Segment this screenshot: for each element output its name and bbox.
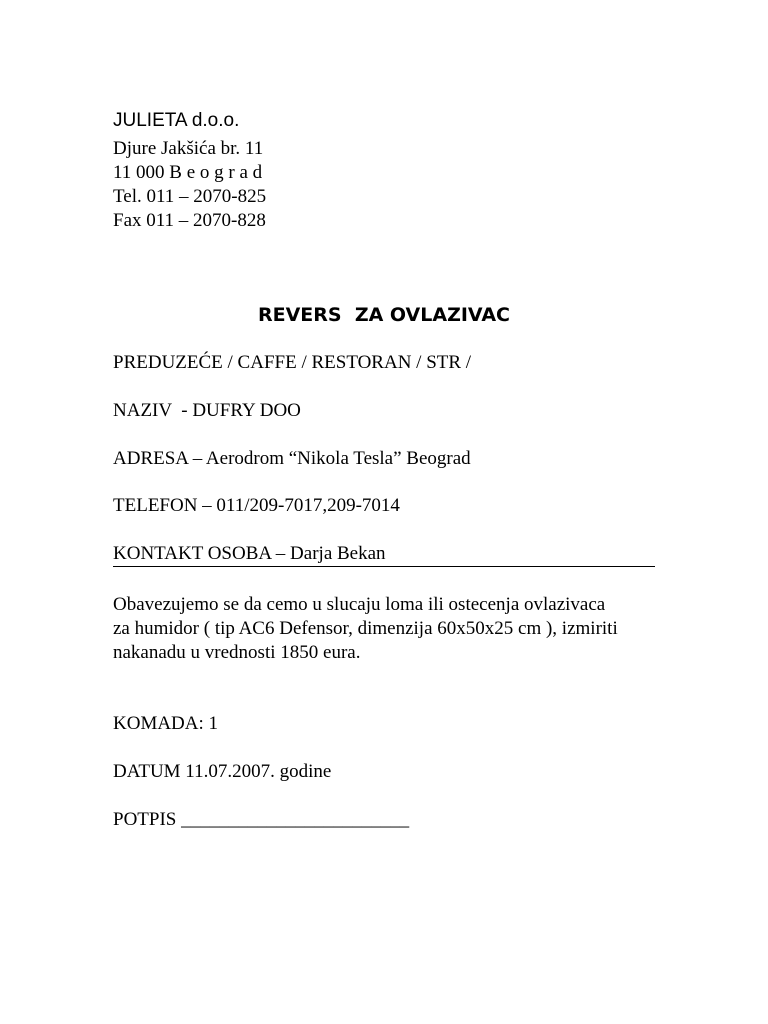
client-phone-line: TELEFON – 011/209-7017,209-7014	[113, 495, 400, 516]
company-name: JULIETA d.o.o.	[113, 110, 240, 131]
client-name-line: NAZIV - DUFRY DOO	[113, 400, 301, 421]
obligation-line: za humidor ( tip AC6 Defensor, dimenzija 60x50x25 cm ), izmiriti	[113, 618, 618, 639]
date-line: DATUM 11.07.2007. godine	[113, 761, 332, 782]
company-street: Djure Jakšića br. 11	[113, 138, 264, 159]
company-phone: Tel. 011 – 2070-825	[113, 186, 267, 207]
signature-line: POTPIS ________________________	[113, 809, 410, 830]
company-city: 11 000 B e o g r a d	[113, 162, 263, 183]
obligation-line: nakanadu u vrednosti 1850 eura.	[113, 642, 361, 663]
document-title: REVERS ZA OVLAZIVAC	[257, 304, 510, 326]
business-type-line: PREDUZEĆE / CAFFE / RESTORAN / STR /	[113, 352, 472, 373]
separator-rule	[113, 566, 655, 567]
obligation-paragraph	[113, 593, 673, 665]
contact-person-line: KONTAKT OSOBA – Darja Bekan	[113, 543, 386, 564]
obligation-line: Obavezujemo se da cemo u slucaju loma ili ostecenja ovlazivaca	[113, 594, 606, 615]
client-address-line: ADRESA – Aerodrom “Nikola Tesla” Beograd	[113, 448, 471, 469]
quantity-line: KOMADA: 1	[113, 713, 219, 734]
company-fax: Fax 011 – 2070-828	[113, 210, 266, 231]
